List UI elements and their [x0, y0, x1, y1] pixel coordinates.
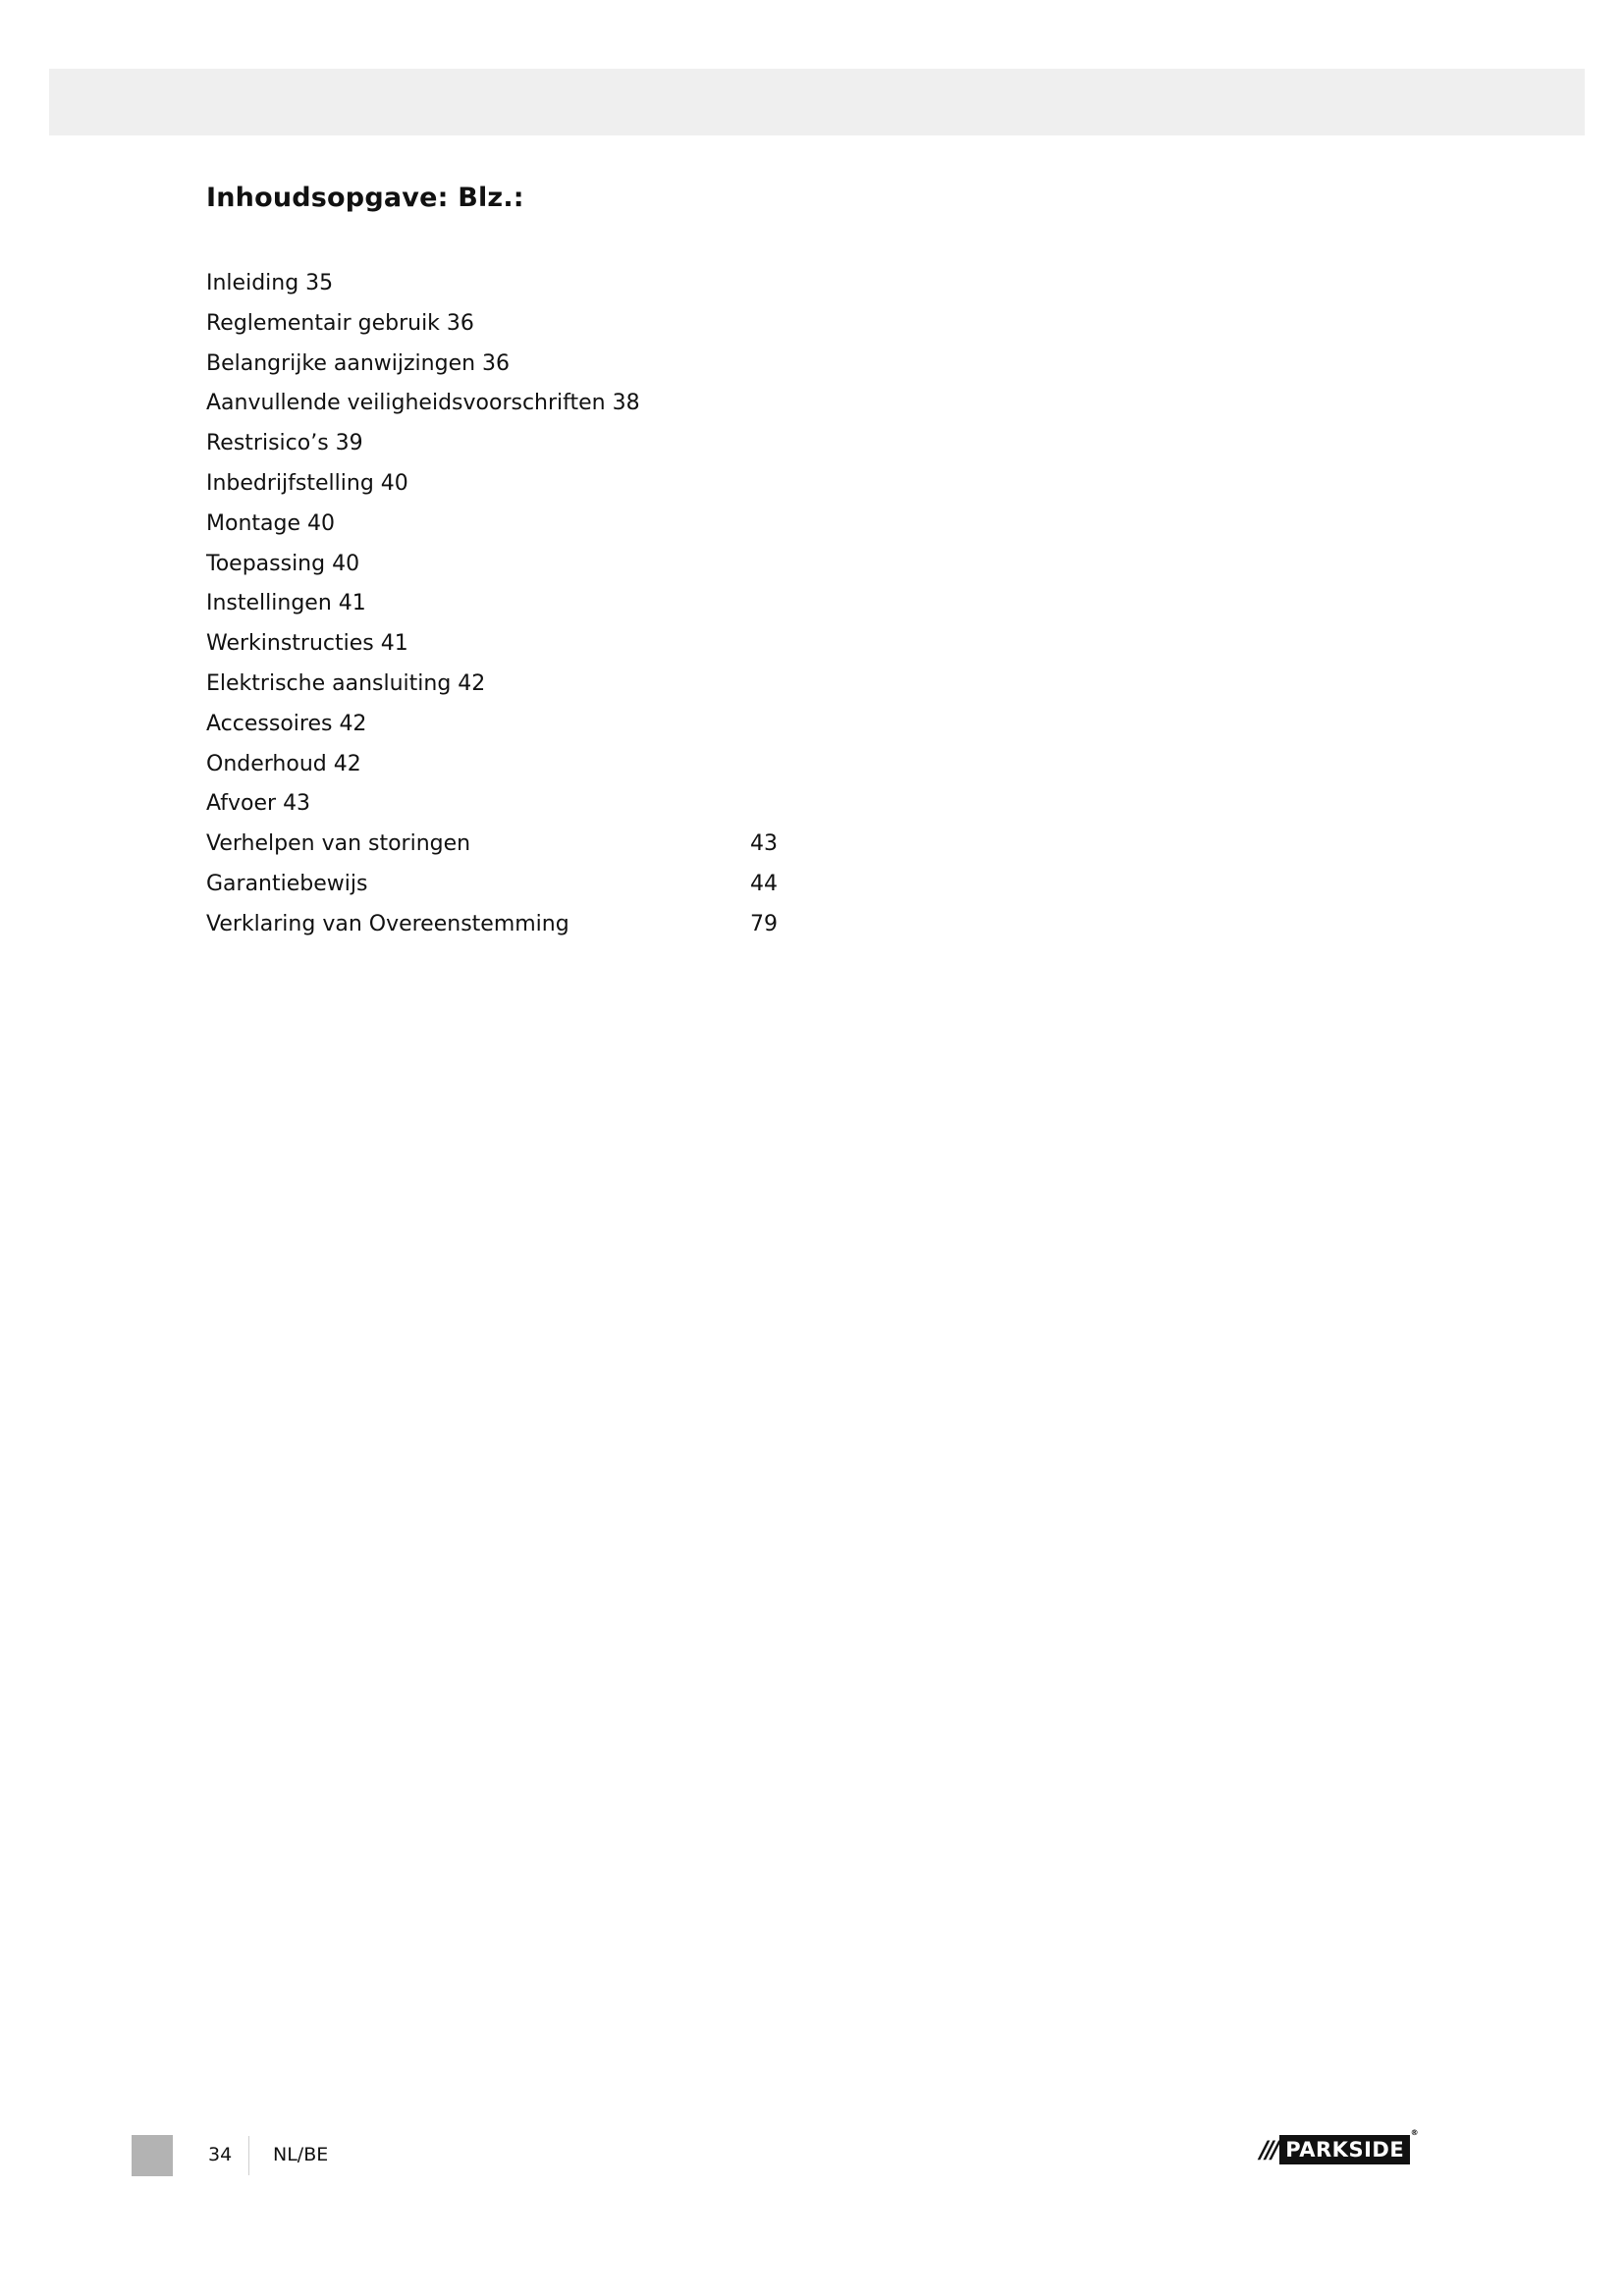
- toc-entry-label: Instellingen 41: [206, 591, 366, 616]
- footer-language-code: NL/BE: [273, 2144, 329, 2165]
- toc-entry: [206, 624, 640, 665]
- toc-entry: [206, 304, 640, 345]
- toc-entry-label: Onderhoud 42: [206, 751, 361, 776]
- toc-entry-label: Inbedrijfstelling 40: [206, 470, 408, 496]
- toc-entry: [206, 545, 640, 585]
- toc-entry: [206, 464, 640, 505]
- toc-entry-label: Montage 40: [206, 510, 335, 536]
- registered-mark: ®: [1410, 2128, 1420, 2137]
- toc-entry-label: Restrisico’s 39: [206, 431, 363, 456]
- toc-entry: [206, 905, 778, 945]
- toc-entry: [206, 424, 640, 464]
- toc-entry: [206, 384, 640, 424]
- brand-slashes: ///: [1260, 2136, 1277, 2163]
- toc-entry-label: Toepassing 40: [206, 551, 360, 576]
- toc-entry-label: Afvoer 43: [206, 791, 311, 817]
- toc-entry: [206, 264, 640, 304]
- brand-name: PARKSIDE: [1285, 2138, 1405, 2162]
- toc-entry: [206, 745, 640, 785]
- toc-entry-label: Werkinstructies 41: [206, 631, 408, 657]
- toc-entry-label: Accessoires 42: [206, 711, 367, 736]
- toc-entry-label: Garantiebewijs: [206, 871, 368, 896]
- toc-entry-page: 79: [750, 911, 778, 936]
- toc-entry-label: Belangrijke aanwijzingen 36: [206, 350, 511, 376]
- toc-entry-label: Elektrische aansluiting 42: [206, 670, 486, 696]
- toc-entry-page: 44: [750, 871, 778, 896]
- footer-page-number: 34: [208, 2144, 233, 2165]
- toc-list: [206, 264, 778, 945]
- footer-divider: [248, 2136, 249, 2175]
- toc-entry: [206, 665, 640, 705]
- toc-entry: [206, 584, 640, 624]
- toc-entry: [206, 345, 640, 385]
- toc-title: Inhoudsopgave: Blz.:: [206, 183, 524, 213]
- footer-color-swatch: [132, 2135, 173, 2176]
- toc-entry-page: 43: [750, 831, 778, 857]
- parkside-logo: [1260, 2128, 1420, 2164]
- toc-entry: [206, 505, 640, 545]
- toc-entry: [206, 865, 778, 905]
- toc-entry-label: Verhelpen van storingen: [206, 831, 471, 857]
- brand-name-box: [1279, 2128, 1420, 2164]
- toc-entry-label: Verklaring van Overeenstemming: [206, 911, 569, 936]
- toc-entry-label: Reglementair gebruik 36: [206, 310, 474, 336]
- toc-entry-label: Inleiding 35: [206, 271, 334, 295]
- toc-entry: [206, 825, 778, 865]
- header-bar: [49, 69, 1585, 135]
- toc-entry-label: Aanvullende veiligheidsvoorschriften 38: [206, 391, 640, 416]
- toc-entry: [206, 705, 640, 745]
- toc-entry: [206, 784, 640, 825]
